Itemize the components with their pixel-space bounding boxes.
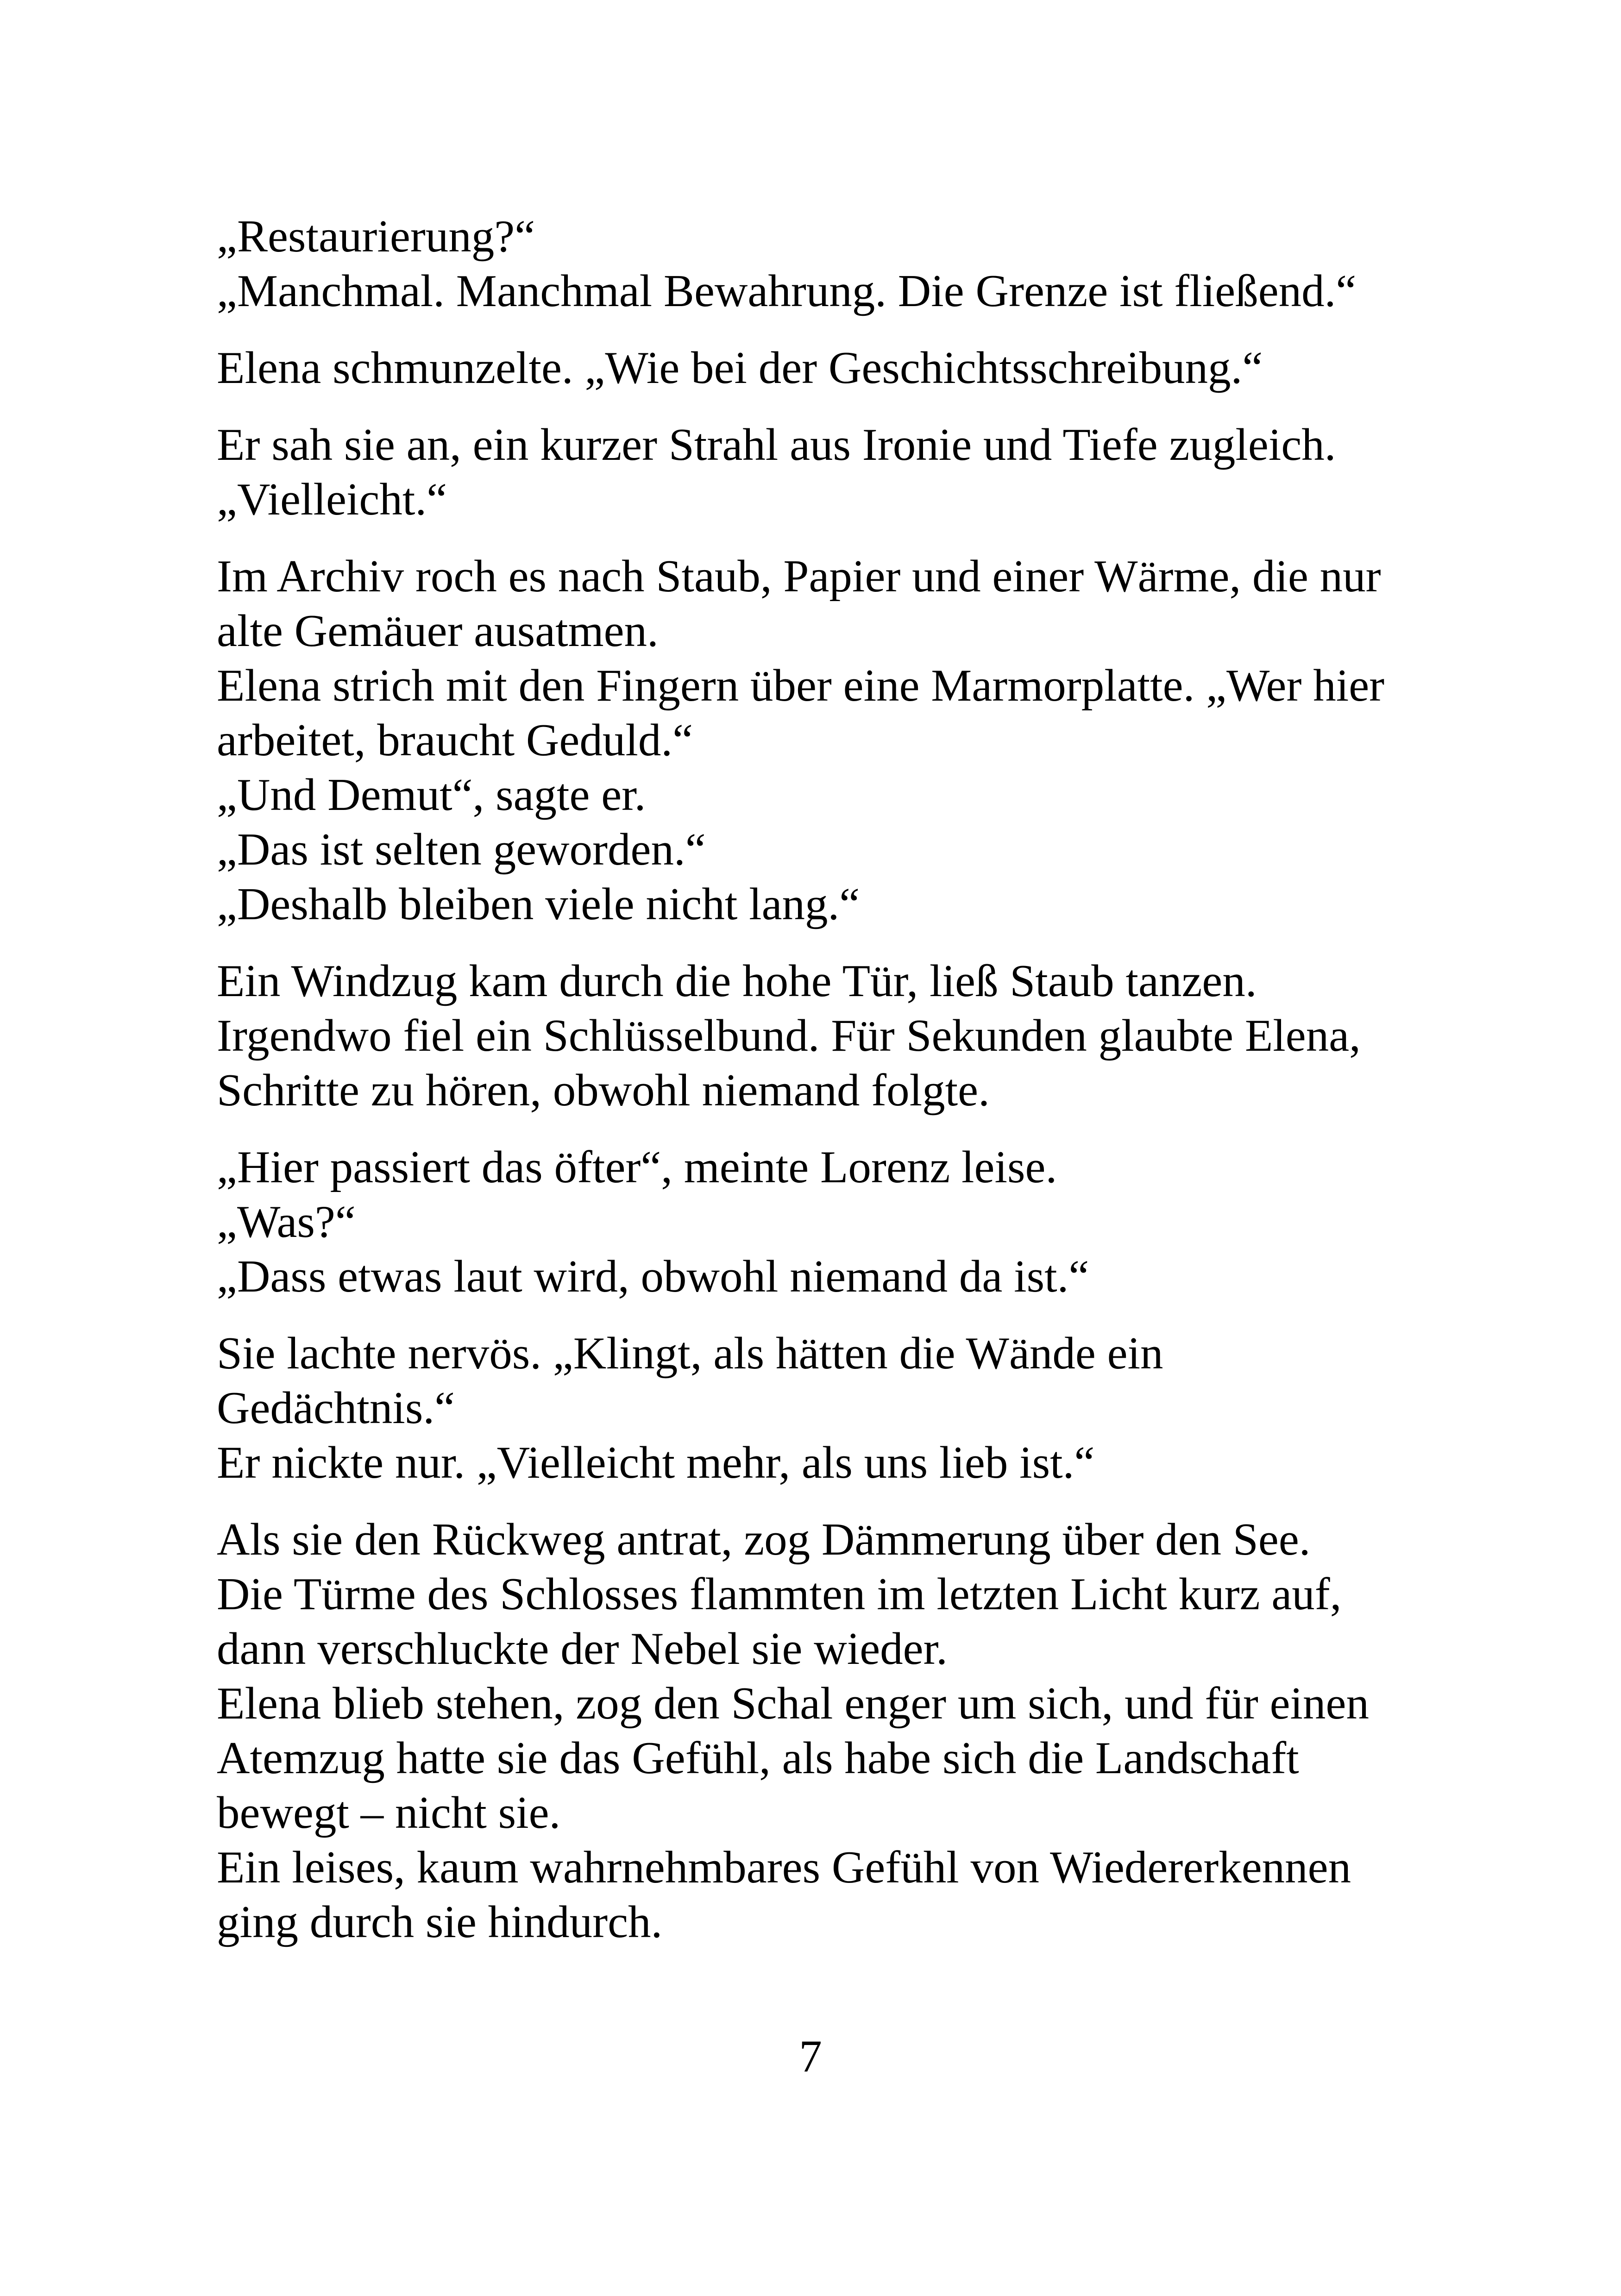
text-line: „Deshalb bleiben viele nicht lang.“	[217, 879, 860, 929]
text-line: bewegt – nicht sie.	[217, 1788, 561, 1838]
text-line: Als sie den Rückweg antrat, zog Dämmerung über den See.	[217, 1514, 1311, 1565]
text-line: Elena strich mit den Fingern über eine Marmorplatte. „Wer hier	[217, 660, 1385, 711]
text-line: „Und Demut“, sagte er.	[217, 770, 646, 820]
text-line: Im Archiv roch es nach Staub, Papier und einer Wärme, die nur	[217, 551, 1381, 602]
text-line: „Manchmal. Manchmal Bewahrung. Die Grenze ist fließend.“	[217, 266, 1357, 316]
text-line: Sie lachte nervös. „Klingt, als hätten die Wände ein	[217, 1328, 1163, 1379]
paragraph	[217, 1326, 1421, 1490]
paragraph	[217, 1140, 1421, 1304]
text-line: Er sah sie an, ein kurzer Strahl aus Ironie und Tiefe zugleich.	[217, 420, 1336, 470]
paragraph	[217, 209, 1421, 319]
paragraph	[217, 341, 1421, 395]
text-line: Ein leises, kaum wahrnehmbares Gefühl von Wiedererkennen	[217, 1842, 1351, 1893]
page-number: 7	[799, 2031, 822, 2082]
paragraph	[217, 549, 1421, 932]
text-line: Irgendwo fiel ein Schlüsselbund. Für Sekunden glaubte Elena,	[217, 1010, 1361, 1061]
text-line: Er nickte nur. „Vielleicht mehr, als uns lieb ist.“	[217, 1437, 1095, 1488]
text-line: Die Türme des Schlosses flammten im letzten Licht kurz auf,	[217, 1569, 1342, 1619]
text-line: „Was?“	[217, 1197, 356, 1247]
paragraph	[217, 1512, 1421, 1950]
text-line: Elena schmunzelte. „Wie bei der Geschichtsschreibung.“	[217, 343, 1263, 393]
text-line: „Das ist selten geworden.“	[217, 824, 706, 875]
text-line: Elena blieb stehen, zog den Schal enger um sich, und für einen	[217, 1678, 1369, 1729]
paragraph	[217, 418, 1421, 527]
text-line: Gedächtnis.“	[217, 1383, 455, 1433]
text-line: „Restaurierung?“	[217, 211, 535, 262]
text-line: Ein Windzug kam durch die hohe Tür, ließ Staub tanzen.	[217, 956, 1257, 1006]
paragraph	[217, 954, 1421, 1118]
body-text	[217, 209, 1421, 1972]
text-line: Atemzug hatte sie das Gefühl, als habe sich die Landschaft	[217, 1733, 1299, 1783]
text-line: arbeitet, braucht Geduld.“	[217, 715, 693, 765]
text-line: alte Gemäuer ausatmen.	[217, 606, 659, 656]
text-line: „Dass etwas laut wird, obwohl niemand da ist.“	[217, 1251, 1089, 1302]
text-line: dann verschluckte der Nebel sie wieder.	[217, 1624, 948, 1674]
text-line: ging durch sie hindurch.	[217, 1897, 663, 1947]
text-line: Schritte zu hören, obwohl niemand folgte.	[217, 1065, 990, 1116]
text-line: „Vielleicht.“	[217, 474, 447, 525]
text-line: „Hier passiert das öfter“, meinte Lorenz leise.	[217, 1142, 1057, 1192]
